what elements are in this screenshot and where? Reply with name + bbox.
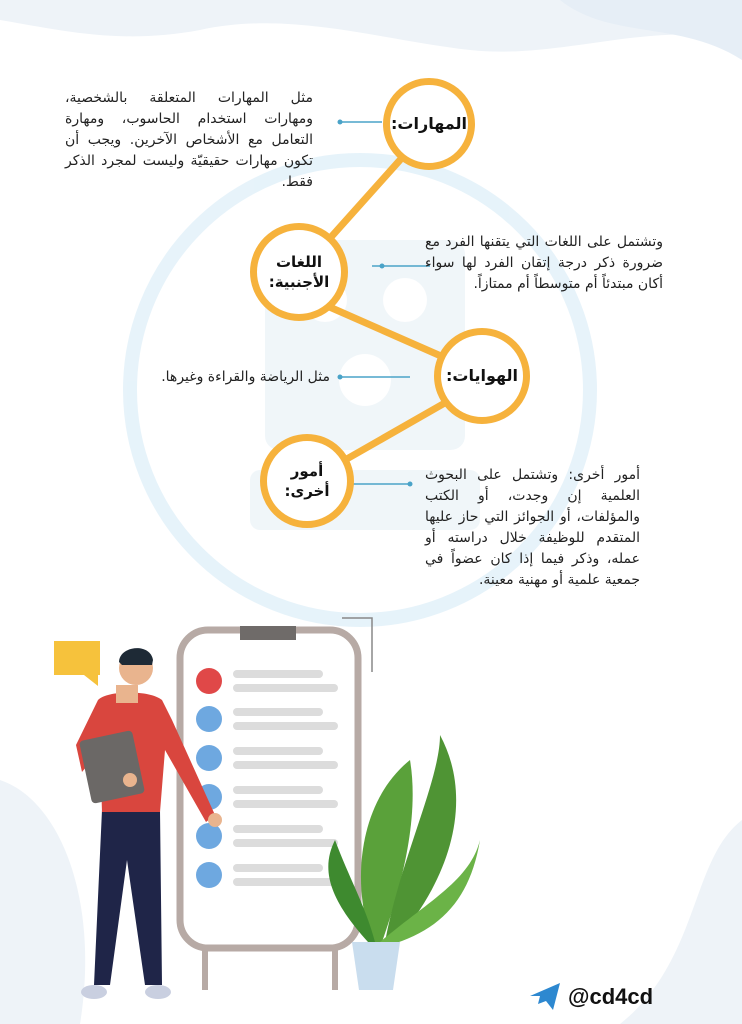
node-languages	[250, 223, 348, 321]
bottom-left-wave	[0, 780, 85, 1024]
node-title-skills: المهارات:	[391, 114, 467, 134]
social-handle[interactable]: @cd4cd	[568, 984, 654, 1009]
skills-description: مثل المهارات المتعلقة بالشخصية، ومهارات استخدام الحاسوب، ومهارة التعامل مع الأشخاص الآخرين. ويجب أن تكون مهارات حقيقيّة وليست لمجرد الذكر فقط.	[65, 90, 313, 190]
node-hobbies	[434, 328, 530, 424]
telegram-icon	[530, 983, 560, 1010]
speech-bubble-icon	[54, 641, 100, 686]
node-other	[260, 434, 354, 528]
node-skills	[383, 78, 475, 170]
hobbies-description: مثل الرياضة والقراءة وغيرها.	[161, 369, 330, 385]
other-description: أمور أخرى: وتشتمل على البحوث العلمية إن وجدت، أو الكتب والمؤلفات، أو الجوائز التي حاز عليها المتقدم للوظيفة خلال دراسته أو عمله، وذكر فيما إذا كان عضواً في جمعية علمية أو مهنية معينة.	[425, 467, 640, 588]
node-title-hobbies: الهوايات:	[445, 366, 519, 386]
node-title-languages: اللغات الأجنبية:	[268, 252, 330, 291]
node-title-other: أمور أخرى:	[284, 461, 330, 500]
languages-description: وتشتمل على اللغات التي يتقنها الفرد مع ضرورة ذكر درجة إتقان الفرد لها سواء أكان مبتدئاً أم متوسطاً أم ممتازاً.	[425, 234, 663, 292]
